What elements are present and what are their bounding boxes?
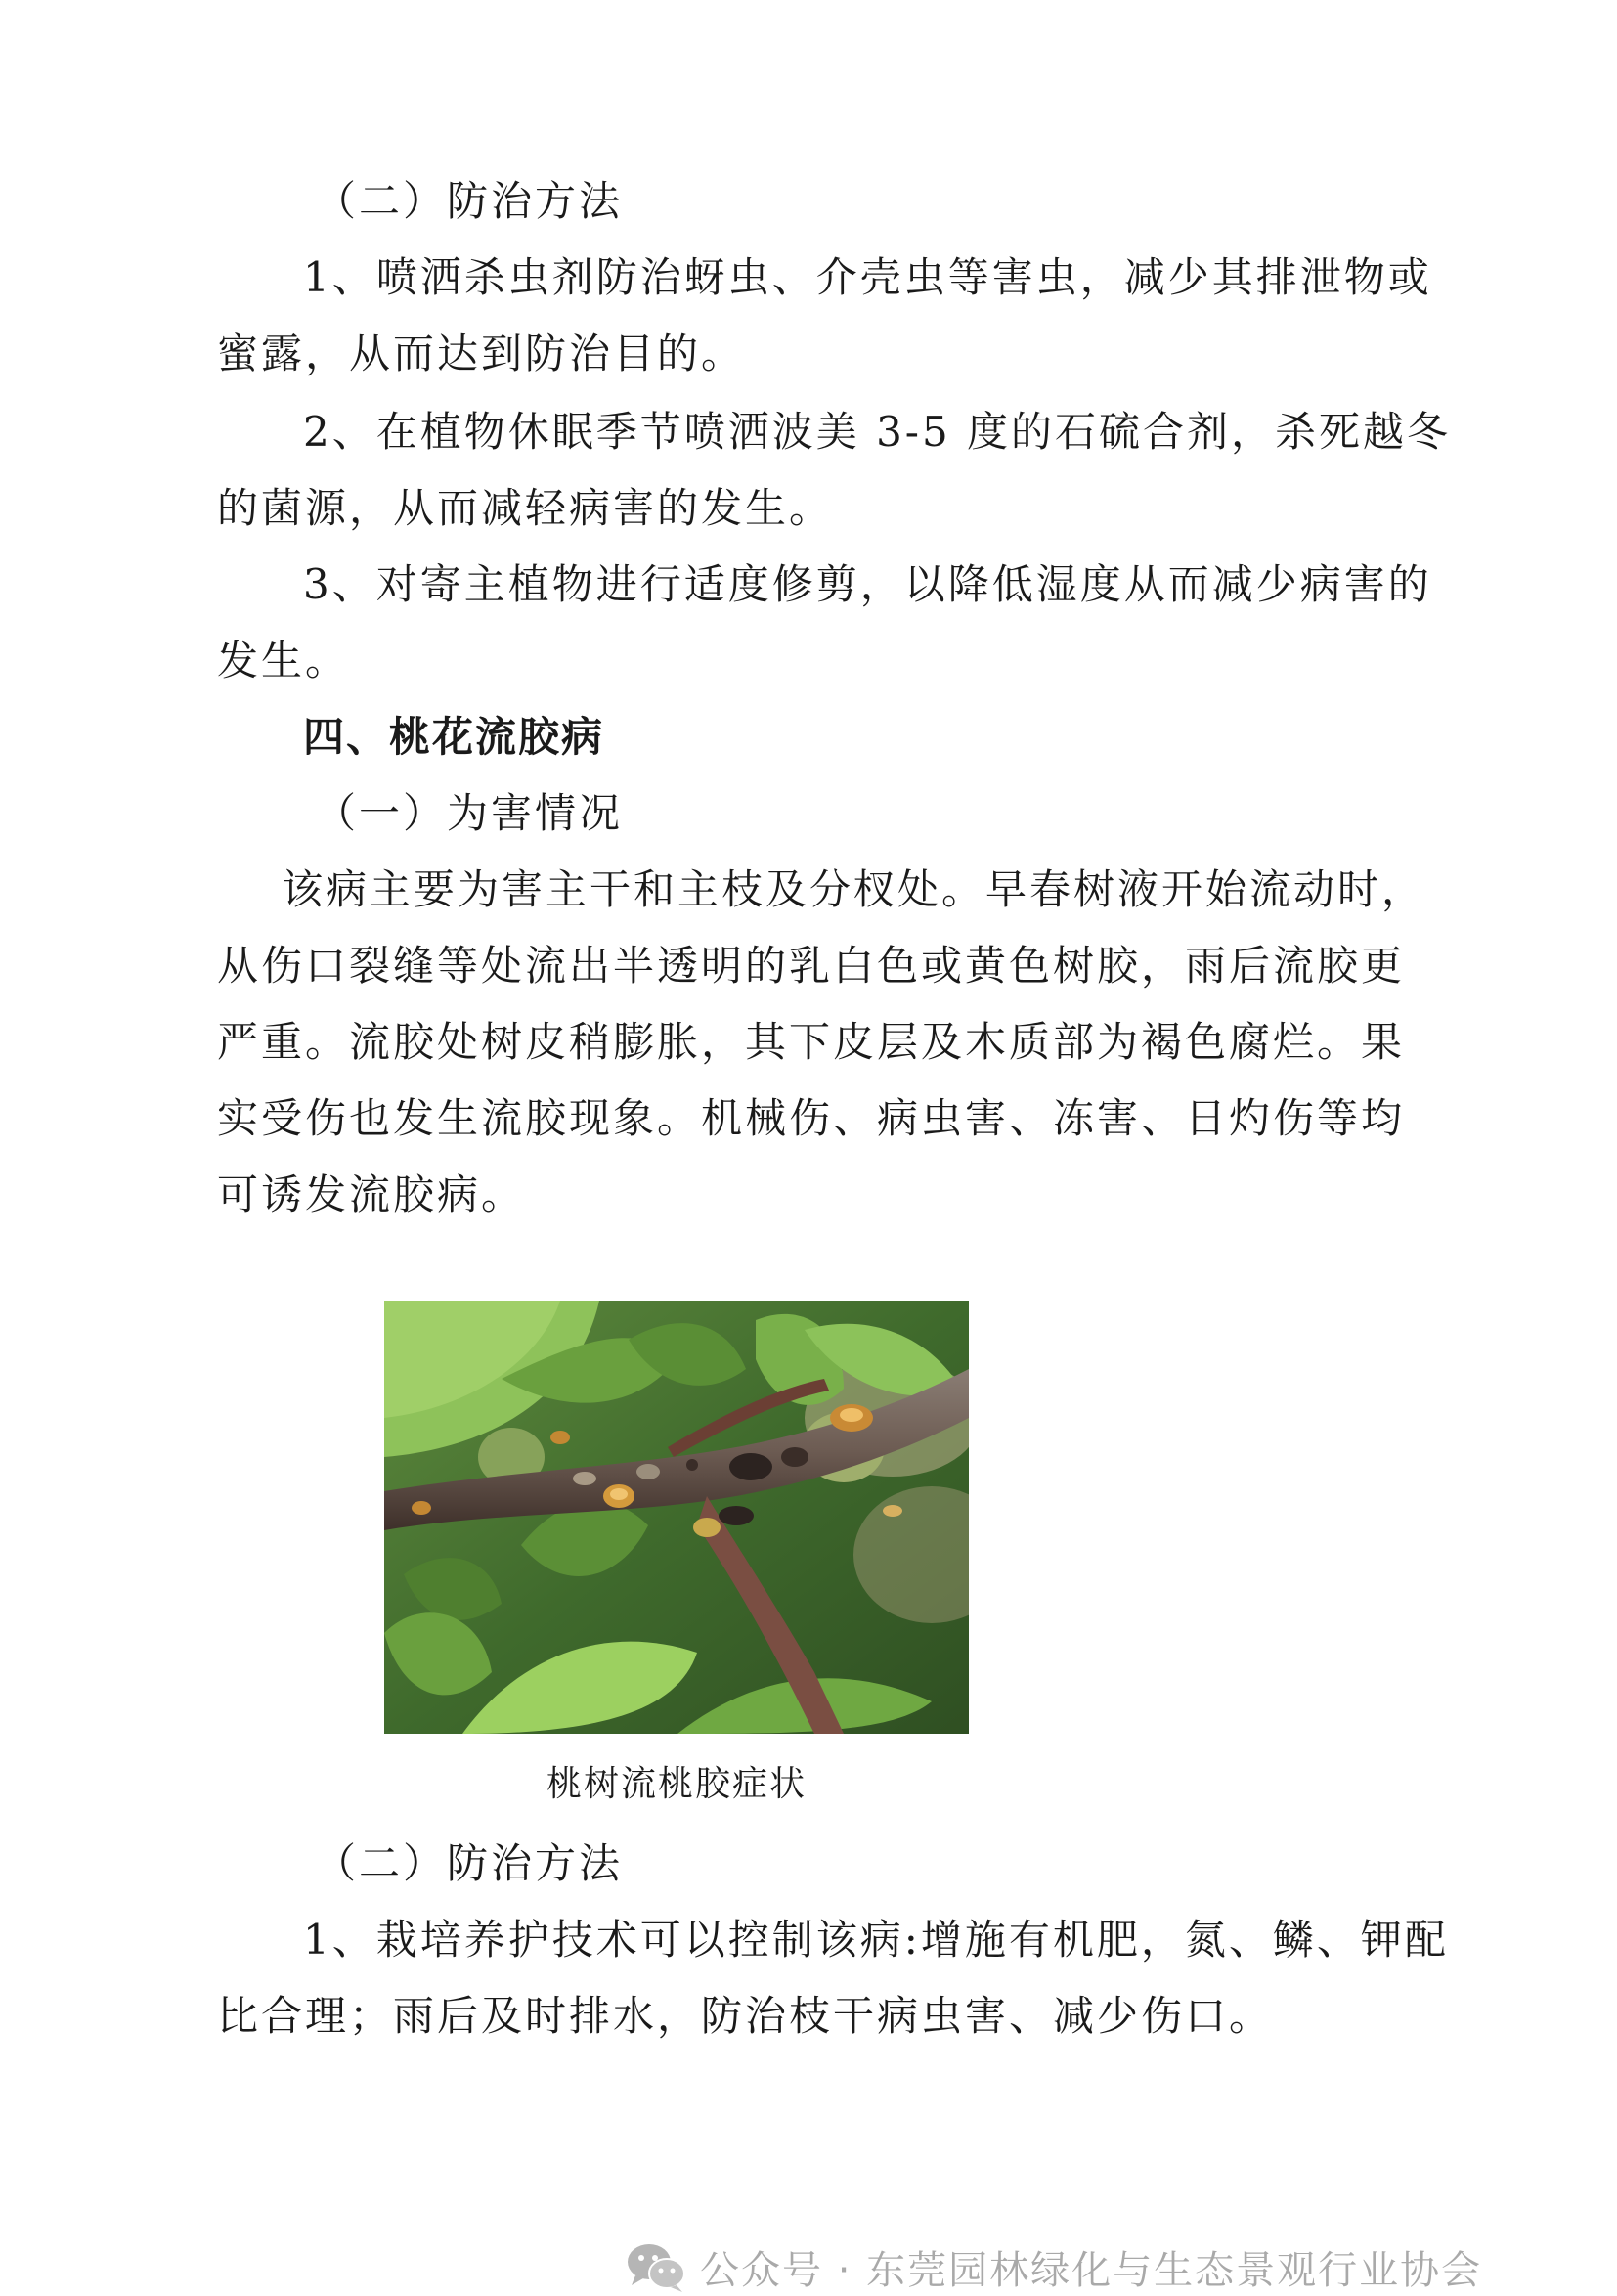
harm-line-1: 该病主要为害主干和主枝及分杈处。早春树液开始流动时， <box>282 865 1426 913</box>
section-heading-harm: （一）为害情况 <box>315 789 624 837</box>
paragraph-2-line-1: 2、在植物休眠季节喷洒波美 3-5 度的石硫合剂，杀死越冬 <box>303 408 1452 456</box>
harm-line-3: 严重。流胶处树皮稍膨胀，其下皮层及木质部为褐色腐烂。果 <box>217 1018 1406 1066</box>
watermark <box>626 2237 1482 2296</box>
paragraph-3-line-1: 3、对寄主植物进行适度修剪，以降低湿度从而减少病害的 <box>303 560 1432 608</box>
harm-line-4: 实受伤也发生流胶现象。机械伤、病虫害、冻害、日灼伤等均 <box>217 1094 1406 1142</box>
watermark-text: 公众号 · 东莞园林绿化与生态景观行业协会 <box>700 2247 1483 2293</box>
paragraph-1-line-1: 1、喷洒杀虫剂防治蚜虫、介壳虫等害虫，减少其排泄物或 <box>303 253 1432 301</box>
paragraph-1-line-2: 蜜露，从而达到防治目的。 <box>217 330 746 377</box>
section-heading-prevention-2: （二）防治方法 <box>315 1839 624 1887</box>
section-heading-prevention: （二）防治方法 <box>315 177 624 225</box>
harm-line-5: 可诱发流胶病。 <box>217 1170 526 1218</box>
prevention-2-line-2: 比合理；雨后及时排水，防治枝干病虫害、减少伤口。 <box>217 1992 1274 2040</box>
paragraph-2-line-2: 的菌源，从而减轻病害的发生。 <box>217 484 834 532</box>
prevention-2-line-1: 1、栽培养护技术可以控制该病:增施有机肥，氮、鳞、钾配 <box>303 1916 1449 1964</box>
disease-title: 四、桃花流胶病 <box>303 713 605 761</box>
harm-line-2: 从伤口裂缝等处流出半透明的乳白色或黄色树胶，雨后流胶更 <box>217 942 1406 990</box>
figure-caption: 桃树流桃胶症状 <box>546 1764 807 1804</box>
paragraph-3-line-2: 发生。 <box>217 637 350 684</box>
wechat-icon <box>626 2240 686 2293</box>
gummosis-photo <box>384 1301 969 1734</box>
